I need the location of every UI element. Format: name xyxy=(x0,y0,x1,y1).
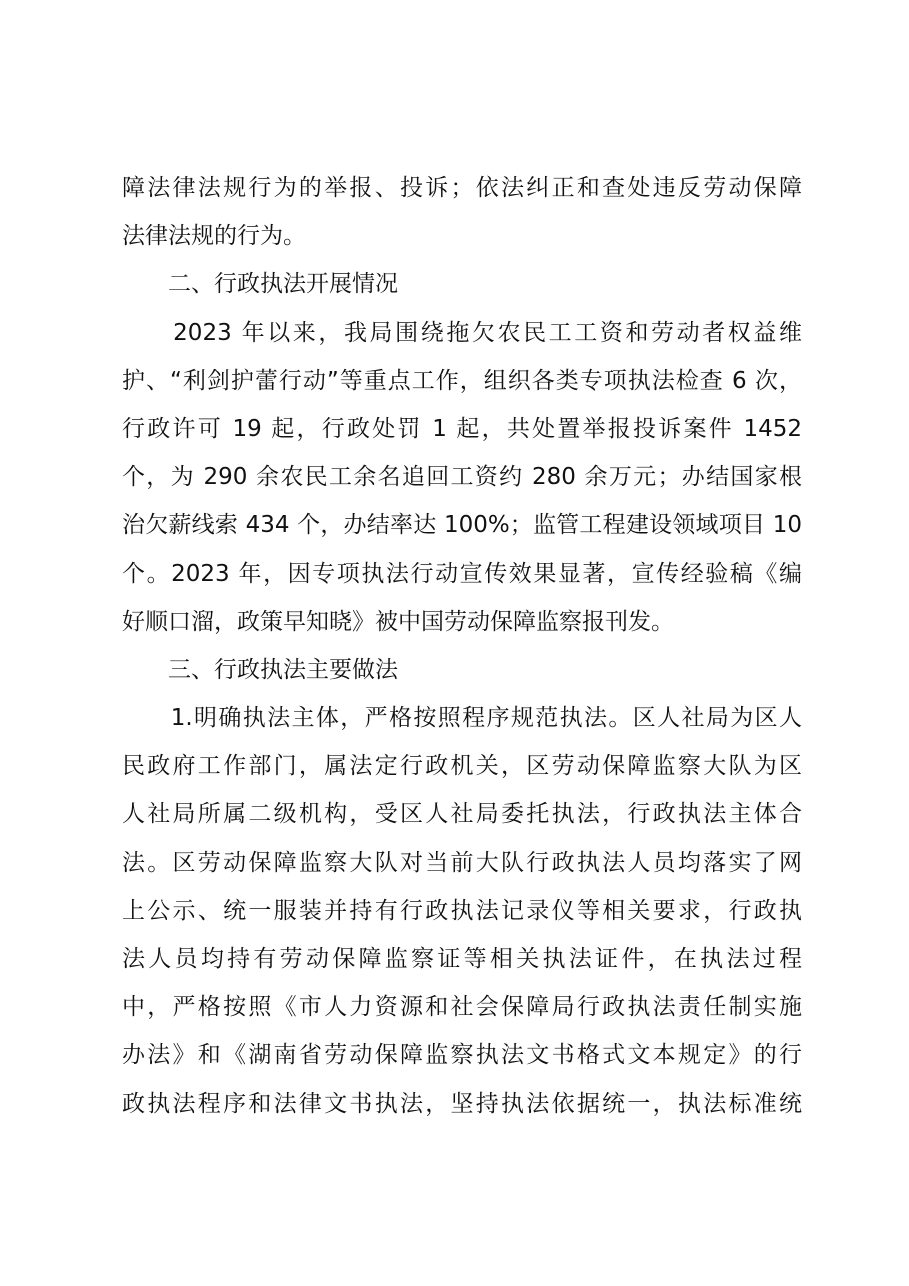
text-line: 障法律法规行为的举报、投诉；依法纠正和查处违反劳动保障 xyxy=(122,175,802,201)
text-line: 行政许可 19 起，行政处罚 1 起，共处置举报投诉案件 1452 xyxy=(122,415,802,442)
text-line: 护、“利剑护蕾行动”等重点工作，组织各类专项执法检查 6 次， xyxy=(122,367,802,394)
text-line: 人社局所属二级机构，受区人社局委托执法，行政执法主体合 xyxy=(122,801,802,828)
text-line: 治欠薪线索 434 个，办结率达 100%；监管工程建设领域项目 10 xyxy=(122,512,802,539)
text-line: 中，严格按照《市人力资源和社会保障局行政执法责任制实施 xyxy=(122,994,802,1021)
text-line: 政执法程序和法律文书执法，坚持执法依据统一，执法标准统 xyxy=(122,1090,802,1117)
text-line: 办法》和《湖南省劳动保障监察执法文书格式文本规定》的行 xyxy=(122,1042,802,1069)
section-heading: 三、行政执法主要做法 xyxy=(122,656,398,683)
text-line: 个。2023 年，因专项执法行动宣传效果显著，宣传经验稿《编 xyxy=(122,560,802,587)
text-line: 法律法规的行为。 xyxy=(122,223,306,250)
text-line: 法。区劳动保障监察大队对当前大队行政执法人员均落实了网 xyxy=(122,849,802,876)
text-line: 2023 年以来，我局围绕拖欠农民工工资和劳动者权益维 xyxy=(122,319,802,346)
text-line: 民政府工作部门，属法定行政机关，区劳动保障监察大队为区 xyxy=(122,753,802,780)
section-heading: 二、行政执法开展情况 xyxy=(122,271,398,298)
document-body xyxy=(122,164,802,1128)
text-line: 个，为 290 余农民工余名追回工资约 280 余万元；办结国家根 xyxy=(122,464,802,491)
text-line: 上公示、统一服装并持有行政执法记录仪等相关要求，行政执 xyxy=(122,897,802,924)
text-line: 好顺口溜，政策早知晓》被中国劳动保障监察报刊发。 xyxy=(122,608,674,635)
text-line: 1.明确执法主体，严格按照程序规范执法。区人社局为区人 xyxy=(122,705,802,732)
text-line: 法人员均持有劳动保障监察证等相关执法证件，在执法过程 xyxy=(122,946,802,972)
